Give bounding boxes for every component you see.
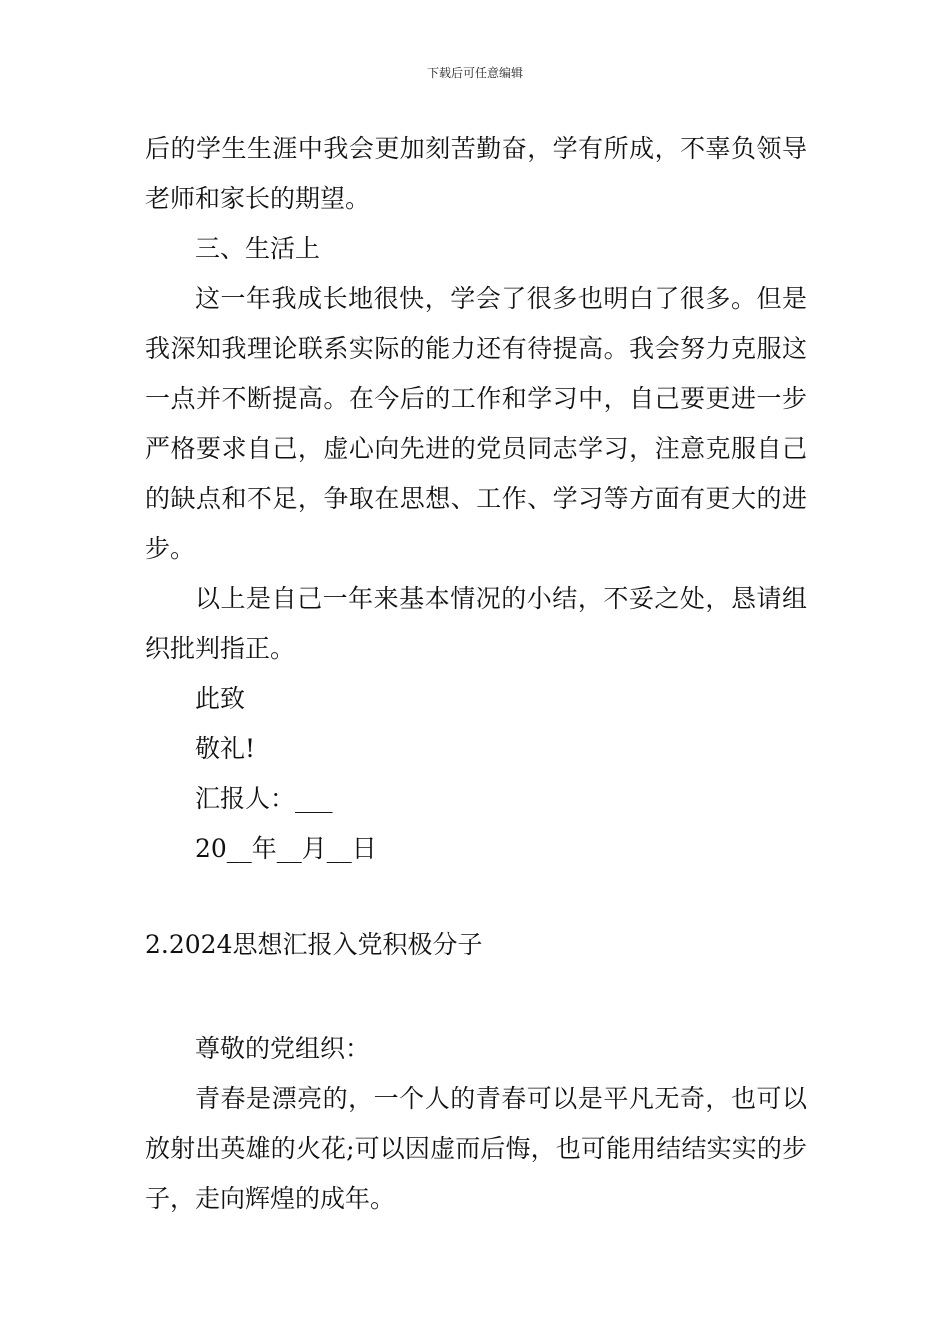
paragraph-continued: 后的学生生涯中我会更加刻苦勤奋，学有所成，不辜负领导老师和家长的期望。 [145, 134, 807, 213]
closing-line-1: 此致 [195, 684, 246, 713]
document-body [145, 124, 807, 1224]
date-line: 20__年__月__日 [195, 834, 377, 863]
paragraph-summary: 以上是自己一年来基本情况的小结，不妥之处，恳请组织批判指正。 [145, 584, 807, 663]
salutation: 尊敬的党组织： [195, 1034, 371, 1063]
section-heading-life: 三、生活上 [195, 234, 321, 263]
closing-line-2: 敬礼! [195, 734, 256, 763]
article-title: 2.2024思想汇报入党积极分子 [145, 930, 483, 959]
paragraph-youth: 青春是漂亮的，一个人的青春可以是平凡无奇，也可以放射出英雄的火花;可以因虚而后悔，也可能用结结实实的步子，走向辉煌的成年。 [145, 1084, 807, 1213]
page-header: 下载后可任意编辑 [426, 66, 523, 80]
paragraph-life: 这一年我成长地很快，学会了很多也明白了很多。但是我深知我理论联系实际的能力还有待提高。我会努力克服这一点并不断提高。在今后的工作和学习中，自己要更进一步严格要求自己，虚心向先进的党员同志学习，注意克服自己的缺点和不足，争取在思想、工作、学习等方面有更大的进步。 [145, 284, 807, 563]
reporter-line: 汇报人：___ [195, 784, 333, 813]
